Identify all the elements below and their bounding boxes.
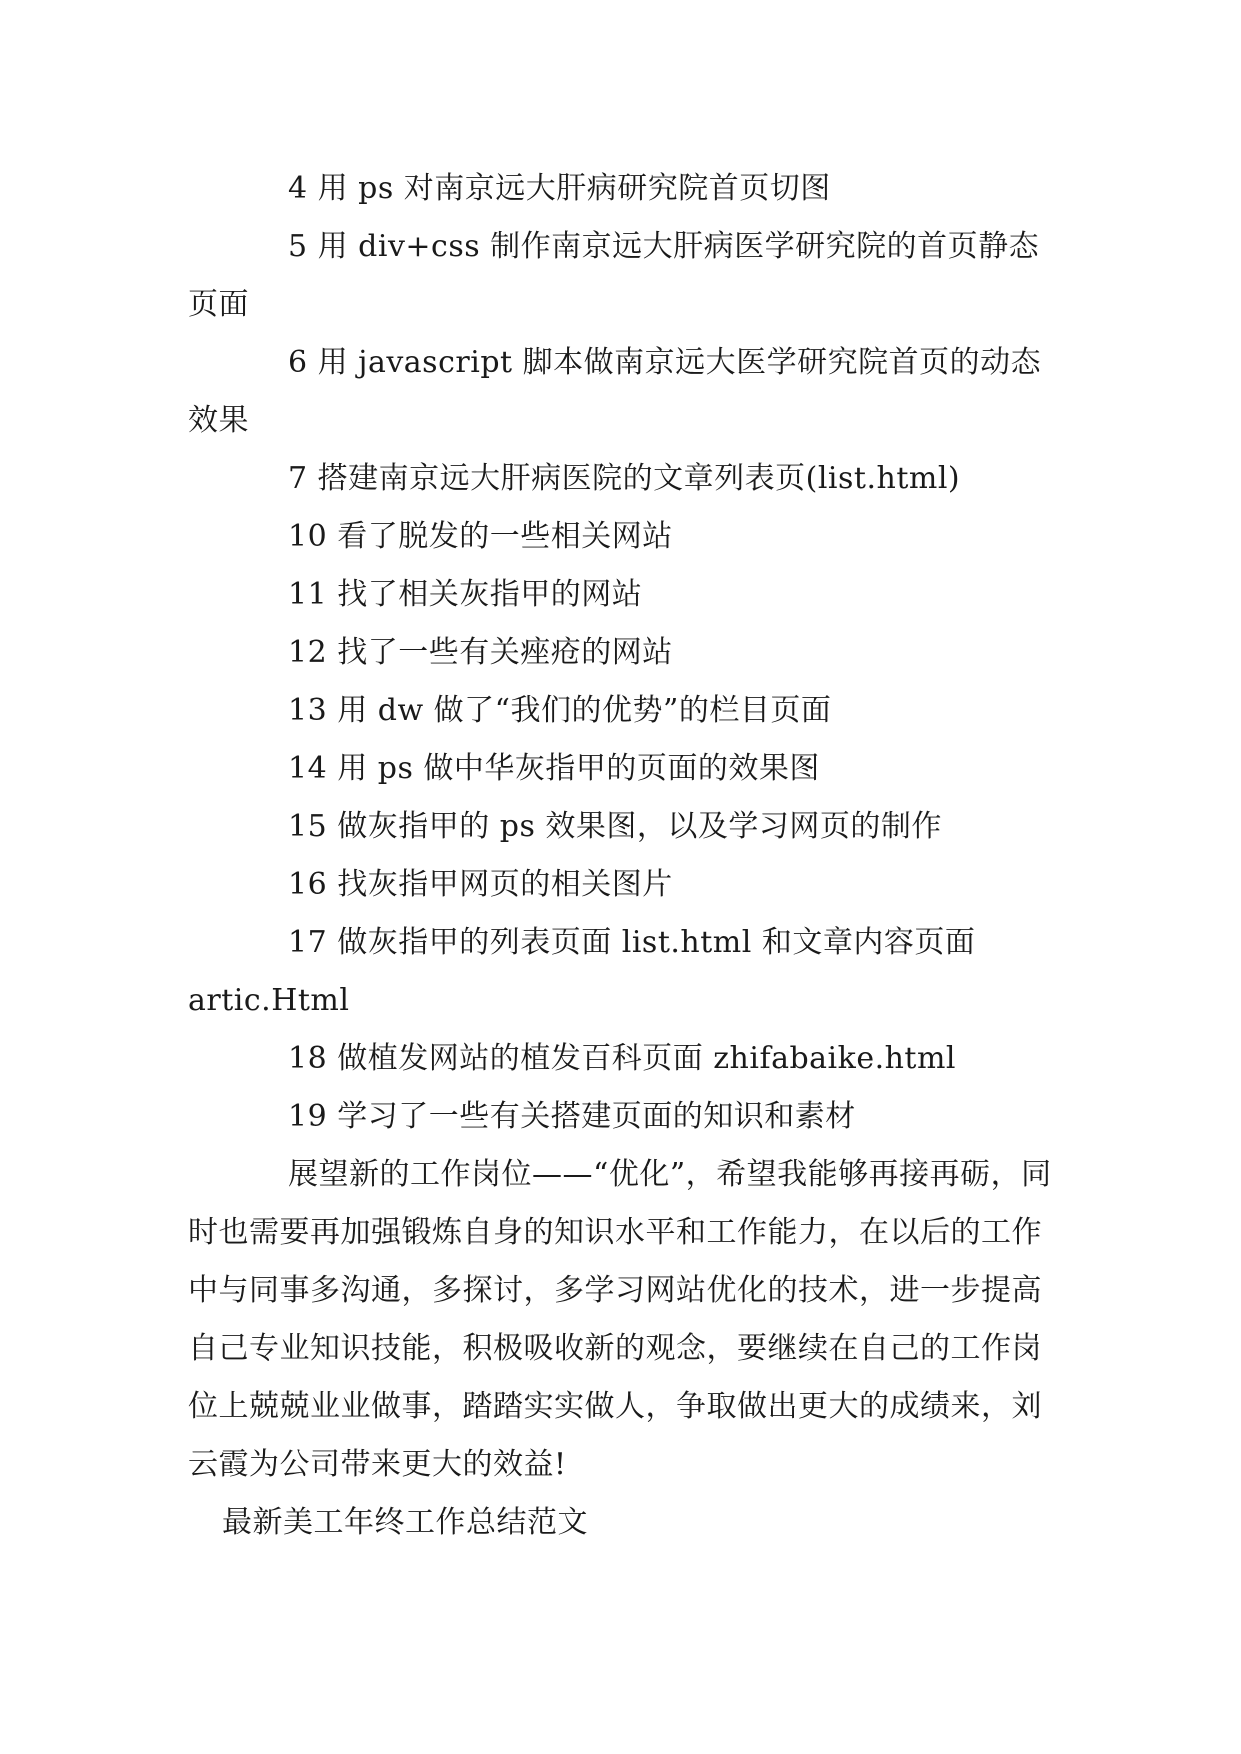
document-body xyxy=(188,160,1054,1552)
list-item: 6 用 javascript 脚本做南京远大医学研究院首页的动态效果 xyxy=(188,345,1042,438)
list-item: 12 找了一些有关痤疮的网站 xyxy=(288,635,673,670)
closing-title: 最新美工年终工作总结范文 xyxy=(222,1505,588,1540)
list-item: 10 看了脱发的一些相关网站 xyxy=(288,519,673,554)
summary-paragraph: 展望新的工作岗位——“优化”，希望我能够再接再砺，同时也需要再加强锻炼自身的知识水平和工作能力，在以后的工作中与同事多沟通，多探讨，多学习网站优化的技术，进一步提高自己专业知识技能，积极吸收新的观念，要继续在自己的工作岗位上兢兢业业做事，踏踏实实做人，争取做出更大的成绩来，刘云霞为公司带来更大的效益! xyxy=(188,1157,1052,1482)
list-item: 5 用 div+css 制作南京远大肝病医学研究院的首页静态页面 xyxy=(188,229,1040,322)
list-item: 7 搭建南京远大肝病医院的文章列表页(list.html) xyxy=(288,461,961,496)
list-item: 17 做灰指甲的列表页面 list.html 和文章内容页面 artic.Html xyxy=(188,925,976,1018)
list-item: 13 用 dw 做了“我们的优势”的栏目页面 xyxy=(288,693,832,728)
list-item: 11 找了相关灰指甲的网站 xyxy=(288,577,643,612)
list-item: 4 用 ps 对南京远大肝病研究院首页切图 xyxy=(288,171,831,206)
list-item: 15 做灰指甲的 ps 效果图，以及学习网页的制作 xyxy=(288,809,942,844)
list-item: 14 用 ps 做中华灰指甲的页面的效果图 xyxy=(288,751,820,786)
list-item: 16 找灰指甲网页的相关图片 xyxy=(288,867,673,902)
list-item: 18 做植发网站的植发百科页面 zhifabaike.html xyxy=(288,1041,957,1076)
list-item: 19 学习了一些有关搭建页面的知识和素材 xyxy=(288,1099,856,1134)
